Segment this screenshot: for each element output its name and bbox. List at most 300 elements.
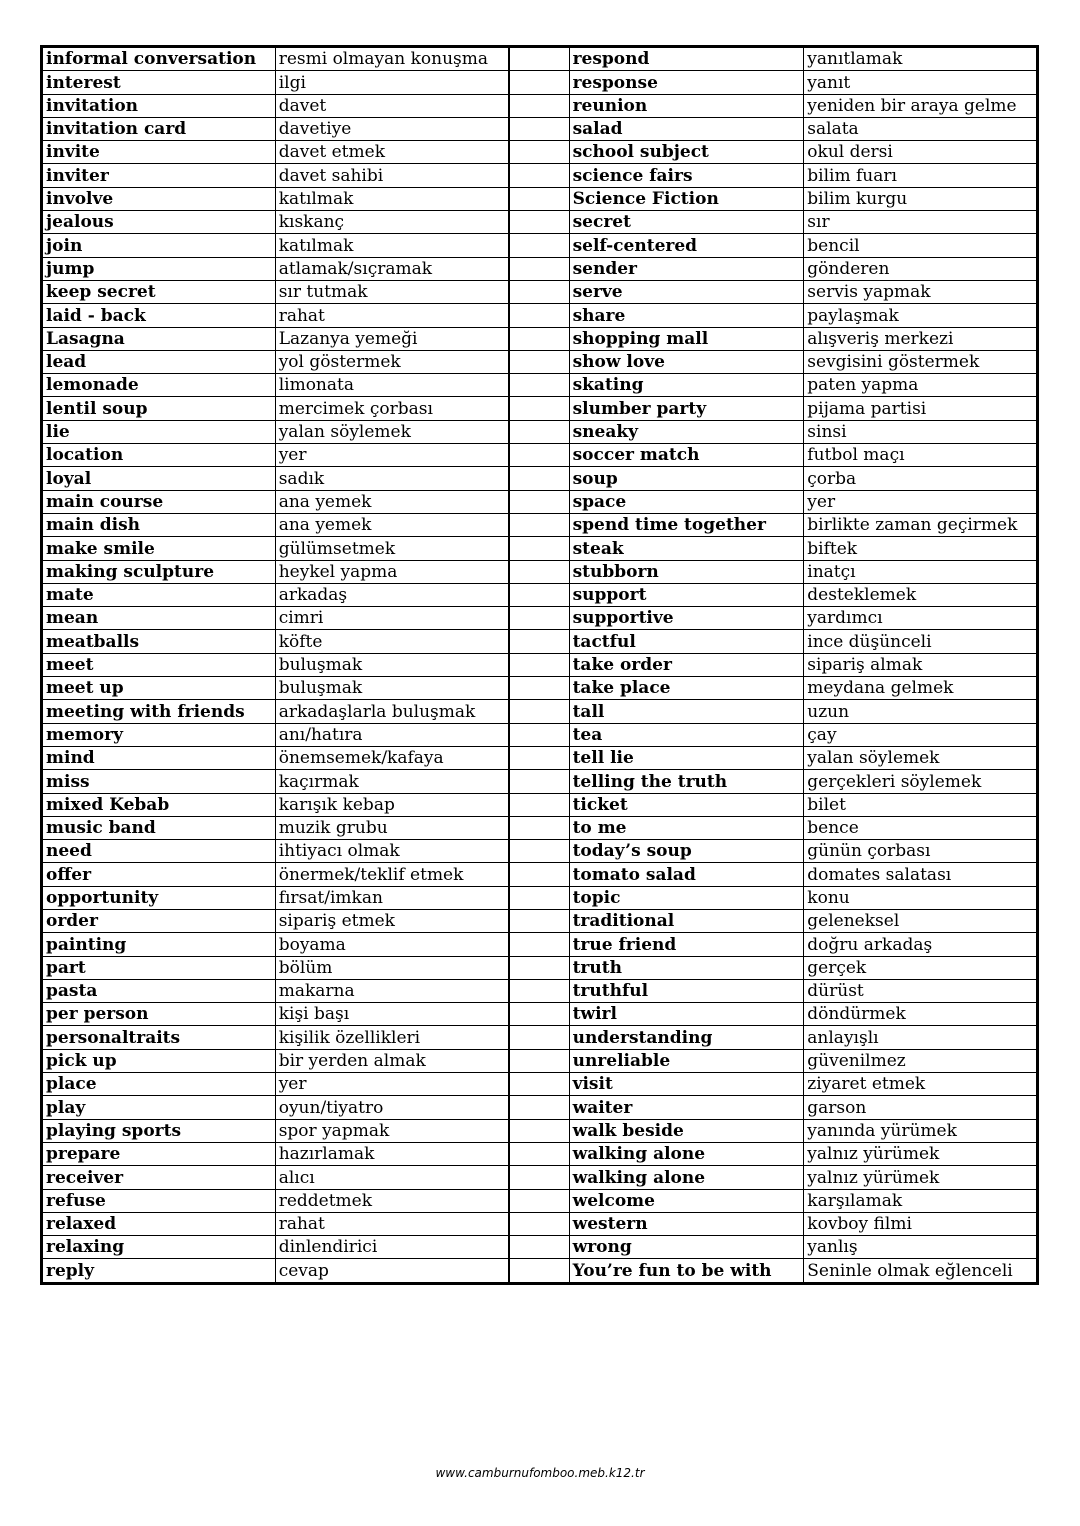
left-turkish-translation: buluşmak (275, 677, 509, 700)
right-english-term: serve (569, 280, 804, 303)
left-english-term: order (42, 909, 276, 932)
left-turkish-translation: oyun/tiyatro (275, 1096, 509, 1119)
vocabulary-table-body (42, 47, 1038, 1284)
left-turkish-translation: ana yemek (275, 490, 509, 513)
table-row (42, 304, 1038, 327)
left-english-term: need (42, 840, 276, 863)
column-spacer (509, 211, 569, 234)
right-english-term: science fairs (569, 164, 804, 187)
left-english-term: meeting with friends (42, 700, 276, 723)
left-english-term: painting (42, 933, 276, 956)
left-turkish-translation: ihtiyacı olmak (275, 840, 509, 863)
left-turkish-translation: kaçırmak (275, 770, 509, 793)
right-turkish-translation: konu (804, 886, 1038, 909)
left-turkish-translation: katılmak (275, 187, 509, 210)
table-row (42, 723, 1038, 746)
right-english-term: soccer match (569, 444, 804, 467)
right-english-term: secret (569, 211, 804, 234)
left-turkish-translation: yalan söylemek (275, 420, 509, 443)
column-spacer (509, 840, 569, 863)
right-turkish-translation: servis yapmak (804, 280, 1038, 303)
left-english-term: lie (42, 420, 276, 443)
table-row (42, 956, 1038, 979)
left-english-term: make smile (42, 537, 276, 560)
left-english-term: mean (42, 607, 276, 630)
column-spacer (509, 630, 569, 653)
right-english-term: take place (569, 677, 804, 700)
left-turkish-translation: rahat (275, 304, 509, 327)
column-spacer (509, 746, 569, 769)
right-turkish-translation: doğru arkadaş (804, 933, 1038, 956)
table-row (42, 94, 1038, 117)
left-english-term: lemonade (42, 374, 276, 397)
column-spacer (509, 979, 569, 1002)
left-turkish-translation: rahat (275, 1212, 509, 1235)
column-spacer (509, 1166, 569, 1189)
table-row (42, 350, 1038, 373)
left-turkish-translation: yer (275, 444, 509, 467)
column-spacer (509, 933, 569, 956)
right-turkish-translation: paten yapma (804, 374, 1038, 397)
right-turkish-translation: gönderen (804, 257, 1038, 280)
left-english-term: jealous (42, 211, 276, 234)
right-turkish-translation: sevgisini göstermek (804, 350, 1038, 373)
left-english-term: lentil soup (42, 397, 276, 420)
right-english-term: slumber party (569, 397, 804, 420)
column-spacer (509, 467, 569, 490)
table-row (42, 211, 1038, 234)
left-turkish-translation: bir yerden almak (275, 1049, 509, 1072)
left-turkish-translation: davet sahibi (275, 164, 509, 187)
right-english-term: ticket (569, 793, 804, 816)
right-english-term: twirl (569, 1003, 804, 1026)
right-turkish-translation: uzun (804, 700, 1038, 723)
left-english-term: loyal (42, 467, 276, 490)
right-english-term: truth (569, 956, 804, 979)
right-turkish-translation: meydana gelmek (804, 677, 1038, 700)
left-turkish-translation: katılmak (275, 234, 509, 257)
left-english-term: relaxing (42, 1236, 276, 1259)
right-turkish-translation: yardımcı (804, 607, 1038, 630)
left-english-term: relaxed (42, 1212, 276, 1235)
right-turkish-translation: pijama partisi (804, 397, 1038, 420)
right-english-term: western (569, 1212, 804, 1235)
right-english-term: school subject (569, 141, 804, 164)
left-english-term: opportunity (42, 886, 276, 909)
column-spacer (509, 444, 569, 467)
right-english-term: tell lie (569, 746, 804, 769)
right-turkish-translation: sipariş almak (804, 653, 1038, 676)
column-spacer (509, 793, 569, 816)
left-english-term: inviter (42, 164, 276, 187)
right-turkish-translation: sinsi (804, 420, 1038, 443)
table-row (42, 257, 1038, 280)
left-turkish-translation: Lazanya yemeği (275, 327, 509, 350)
column-spacer (509, 374, 569, 397)
right-english-term: spend time together (569, 513, 804, 536)
left-english-term: play (42, 1096, 276, 1119)
column-spacer (509, 304, 569, 327)
table-row (42, 513, 1038, 536)
left-english-term: memory (42, 723, 276, 746)
left-turkish-translation: kıskanç (275, 211, 509, 234)
left-turkish-translation: atlamak/sıçramak (275, 257, 509, 280)
column-spacer (509, 560, 569, 583)
right-turkish-translation: ince düşünceli (804, 630, 1038, 653)
right-turkish-translation: döndürmek (804, 1003, 1038, 1026)
left-english-term: informal conversation (42, 47, 276, 71)
right-turkish-translation: yanında yürümek (804, 1119, 1038, 1142)
left-turkish-translation: sadık (275, 467, 509, 490)
right-turkish-translation: sır (804, 211, 1038, 234)
table-row (42, 746, 1038, 769)
table-row (42, 1003, 1038, 1026)
left-turkish-translation: davetiye (275, 117, 509, 140)
right-turkish-translation: okul dersi (804, 141, 1038, 164)
right-english-term: to me (569, 816, 804, 839)
column-spacer (509, 397, 569, 420)
right-english-term: skating (569, 374, 804, 397)
table-row (42, 141, 1038, 164)
table-row (42, 164, 1038, 187)
right-english-term: self-centered (569, 234, 804, 257)
column-spacer (509, 513, 569, 536)
table-row (42, 677, 1038, 700)
table-row (42, 187, 1038, 210)
left-turkish-translation: makarna (275, 979, 509, 1002)
right-english-term: show love (569, 350, 804, 373)
right-turkish-translation: domates salatası (804, 863, 1038, 886)
right-english-term: sender (569, 257, 804, 280)
left-turkish-translation: cevap (275, 1259, 509, 1283)
right-turkish-translation: güvenilmez (804, 1049, 1038, 1072)
table-row (42, 770, 1038, 793)
column-spacer (509, 863, 569, 886)
column-spacer (509, 1142, 569, 1165)
right-turkish-translation: bilet (804, 793, 1038, 816)
left-english-term: interest (42, 71, 276, 94)
left-turkish-translation: anı/hatıra (275, 723, 509, 746)
column-spacer (509, 1003, 569, 1026)
vocabulary-table (40, 45, 1039, 1285)
left-english-term: keep secret (42, 280, 276, 303)
right-turkish-translation: anlayışlı (804, 1026, 1038, 1049)
table-row (42, 467, 1038, 490)
right-english-term: response (569, 71, 804, 94)
right-english-term: salad (569, 117, 804, 140)
left-english-term: invitation (42, 94, 276, 117)
column-spacer (509, 1236, 569, 1259)
table-row (42, 327, 1038, 350)
column-spacer (509, 956, 569, 979)
table-row (42, 117, 1038, 140)
left-turkish-translation: ilgi (275, 71, 509, 94)
table-row (42, 420, 1038, 443)
right-turkish-translation: biftek (804, 537, 1038, 560)
left-turkish-translation: sipariş etmek (275, 909, 509, 932)
left-english-term: laid - back (42, 304, 276, 327)
left-turkish-translation: ana yemek (275, 513, 509, 536)
left-english-term: refuse (42, 1189, 276, 1212)
column-spacer (509, 537, 569, 560)
table-row (42, 1142, 1038, 1165)
left-turkish-translation: önemsemek/kafaya (275, 746, 509, 769)
table-row (42, 47, 1038, 71)
right-english-term: soup (569, 467, 804, 490)
left-english-term: reply (42, 1259, 276, 1283)
column-spacer (509, 770, 569, 793)
left-english-term: per person (42, 1003, 276, 1026)
right-english-term: steak (569, 537, 804, 560)
right-english-term: respond (569, 47, 804, 71)
right-english-term: topic (569, 886, 804, 909)
table-row (42, 444, 1038, 467)
right-turkish-translation: desteklemek (804, 583, 1038, 606)
left-english-term: lead (42, 350, 276, 373)
right-english-term: visit (569, 1073, 804, 1096)
left-english-term: main dish (42, 513, 276, 536)
left-turkish-translation: arkadaş (275, 583, 509, 606)
right-turkish-translation: Seninle olmak eğlenceli (804, 1259, 1038, 1283)
table-row (42, 793, 1038, 816)
right-turkish-translation: yanıtlamak (804, 47, 1038, 71)
column-spacer (509, 1026, 569, 1049)
left-turkish-translation: heykel yapma (275, 560, 509, 583)
right-english-term: supportive (569, 607, 804, 630)
table-row (42, 863, 1038, 886)
column-spacer (509, 141, 569, 164)
right-english-term: Science Fiction (569, 187, 804, 210)
left-turkish-translation: davet (275, 94, 509, 117)
left-english-term: part (42, 956, 276, 979)
table-row (42, 490, 1038, 513)
column-spacer (509, 164, 569, 187)
left-english-term: location (42, 444, 276, 467)
left-english-term: join (42, 234, 276, 257)
left-turkish-translation: resmi olmayan konuşma (275, 47, 509, 71)
left-turkish-translation: fırsat/imkan (275, 886, 509, 909)
left-english-term: meatballs (42, 630, 276, 653)
right-english-term: welcome (569, 1189, 804, 1212)
table-row (42, 1096, 1038, 1119)
left-turkish-translation: reddetmek (275, 1189, 509, 1212)
table-row (42, 700, 1038, 723)
left-turkish-translation: davet etmek (275, 141, 509, 164)
left-turkish-translation: bölüm (275, 956, 509, 979)
left-turkish-translation: mercimek çorbası (275, 397, 509, 420)
left-turkish-translation: köfte (275, 630, 509, 653)
left-turkish-translation: alıcı (275, 1166, 509, 1189)
right-turkish-translation: yalnız yürümek (804, 1166, 1038, 1189)
column-spacer (509, 723, 569, 746)
left-english-term: meet (42, 653, 276, 676)
left-turkish-translation: gülümsetmek (275, 537, 509, 560)
right-turkish-translation: yer (804, 490, 1038, 513)
table-row (42, 1073, 1038, 1096)
column-spacer (509, 607, 569, 630)
right-turkish-translation: paylaşmak (804, 304, 1038, 327)
right-english-term: traditional (569, 909, 804, 932)
column-spacer (509, 327, 569, 350)
right-turkish-translation: bilim fuarı (804, 164, 1038, 187)
right-turkish-translation: yalan söylemek (804, 746, 1038, 769)
table-row (42, 71, 1038, 94)
right-english-term: unreliable (569, 1049, 804, 1072)
left-english-term: pasta (42, 979, 276, 1002)
table-row (42, 909, 1038, 932)
left-turkish-translation: yol göstermek (275, 350, 509, 373)
right-turkish-translation: bence (804, 816, 1038, 839)
left-english-term: invite (42, 141, 276, 164)
right-english-term: You’re fun to be with (569, 1259, 804, 1283)
column-spacer (509, 677, 569, 700)
column-spacer (509, 490, 569, 513)
left-turkish-translation: dinlendirici (275, 1236, 509, 1259)
left-english-term: involve (42, 187, 276, 210)
column-spacer (509, 47, 569, 71)
right-turkish-translation: bilim kurgu (804, 187, 1038, 210)
right-english-term: walk beside (569, 1119, 804, 1142)
left-turkish-translation: boyama (275, 933, 509, 956)
table-row (42, 537, 1038, 560)
right-english-term: share (569, 304, 804, 327)
right-english-term: tea (569, 723, 804, 746)
right-english-term: true friend (569, 933, 804, 956)
table-row (42, 816, 1038, 839)
table-row (42, 234, 1038, 257)
left-english-term: place (42, 1073, 276, 1096)
right-turkish-translation: bencil (804, 234, 1038, 257)
table-row (42, 1189, 1038, 1212)
right-turkish-translation: gerçek (804, 956, 1038, 979)
table-row (42, 607, 1038, 630)
right-turkish-translation: gerçekleri söylemek (804, 770, 1038, 793)
left-english-term: receiver (42, 1166, 276, 1189)
right-turkish-translation: alışveriş merkezi (804, 327, 1038, 350)
left-english-term: music band (42, 816, 276, 839)
column-spacer (509, 700, 569, 723)
right-english-term: shopping mall (569, 327, 804, 350)
right-english-term: tall (569, 700, 804, 723)
column-spacer (509, 886, 569, 909)
left-turkish-translation: cimri (275, 607, 509, 630)
left-turkish-translation: kişi başı (275, 1003, 509, 1026)
column-spacer (509, 1212, 569, 1235)
table-row (42, 630, 1038, 653)
column-spacer (509, 350, 569, 373)
table-row (42, 886, 1038, 909)
left-english-term: mixed Kebab (42, 793, 276, 816)
table-row (42, 374, 1038, 397)
left-english-term: personaltraits (42, 1026, 276, 1049)
left-turkish-translation: karışık kebap (275, 793, 509, 816)
left-turkish-translation: limonata (275, 374, 509, 397)
column-spacer (509, 117, 569, 140)
table-row (42, 1259, 1038, 1283)
right-turkish-translation: yalnız yürümek (804, 1142, 1038, 1165)
column-spacer (509, 816, 569, 839)
right-english-term: telling the truth (569, 770, 804, 793)
column-spacer (509, 1096, 569, 1119)
left-english-term: prepare (42, 1142, 276, 1165)
table-row (42, 1119, 1038, 1142)
column-spacer (509, 94, 569, 117)
column-spacer (509, 187, 569, 210)
left-english-term: Lasagna (42, 327, 276, 350)
table-row (42, 1026, 1038, 1049)
left-turkish-translation: önermek/teklif etmek (275, 863, 509, 886)
column-spacer (509, 1073, 569, 1096)
left-english-term: making sculpture (42, 560, 276, 583)
table-row (42, 1049, 1038, 1072)
column-spacer (509, 583, 569, 606)
column-spacer (509, 909, 569, 932)
left-turkish-translation: kişilik özellikleri (275, 1026, 509, 1049)
left-english-term: jump (42, 257, 276, 280)
column-spacer (509, 1189, 569, 1212)
right-english-term: tomato salad (569, 863, 804, 886)
right-turkish-translation: inatçı (804, 560, 1038, 583)
right-turkish-translation: çorba (804, 467, 1038, 490)
right-turkish-translation: garson (804, 1096, 1038, 1119)
right-turkish-translation: yanıt (804, 71, 1038, 94)
column-spacer (509, 1119, 569, 1142)
column-spacer (509, 653, 569, 676)
right-english-term: walking alone (569, 1166, 804, 1189)
left-english-term: main course (42, 490, 276, 513)
left-english-term: mind (42, 746, 276, 769)
table-row (42, 1166, 1038, 1189)
right-turkish-translation: günün çorbası (804, 840, 1038, 863)
right-english-term: truthful (569, 979, 804, 1002)
table-row (42, 1212, 1038, 1235)
right-english-term: support (569, 583, 804, 606)
right-english-term: space (569, 490, 804, 513)
right-english-term: understanding (569, 1026, 804, 1049)
left-turkish-translation: muzik grubu (275, 816, 509, 839)
table-row (42, 840, 1038, 863)
left-english-term: miss (42, 770, 276, 793)
footer-url: www.camburnufomboo.meb.k12.tr (435, 1466, 645, 1480)
right-english-term: today’s soup (569, 840, 804, 863)
right-turkish-translation: kovboy filmi (804, 1212, 1038, 1235)
left-turkish-translation: hazırlamak (275, 1142, 509, 1165)
left-english-term: invitation card (42, 117, 276, 140)
table-row (42, 583, 1038, 606)
right-turkish-translation: yeniden bir araya gelme (804, 94, 1038, 117)
column-spacer (509, 257, 569, 280)
left-english-term: pick up (42, 1049, 276, 1072)
left-english-term: offer (42, 863, 276, 886)
left-english-term: mate (42, 583, 276, 606)
column-spacer (509, 420, 569, 443)
right-english-term: stubborn (569, 560, 804, 583)
right-turkish-translation: futbol maçı (804, 444, 1038, 467)
column-spacer (509, 71, 569, 94)
table-row (42, 397, 1038, 420)
right-english-term: wrong (569, 1236, 804, 1259)
right-english-term: tactful (569, 630, 804, 653)
left-english-term: meet up (42, 677, 276, 700)
right-turkish-translation: birlikte zaman geçirmek (804, 513, 1038, 536)
right-english-term: waiter (569, 1096, 804, 1119)
left-turkish-translation: yer (275, 1073, 509, 1096)
left-turkish-translation: sır tutmak (275, 280, 509, 303)
right-turkish-translation: dürüst (804, 979, 1038, 1002)
right-english-term: take order (569, 653, 804, 676)
right-turkish-translation: geleneksel (804, 909, 1038, 932)
column-spacer (509, 280, 569, 303)
